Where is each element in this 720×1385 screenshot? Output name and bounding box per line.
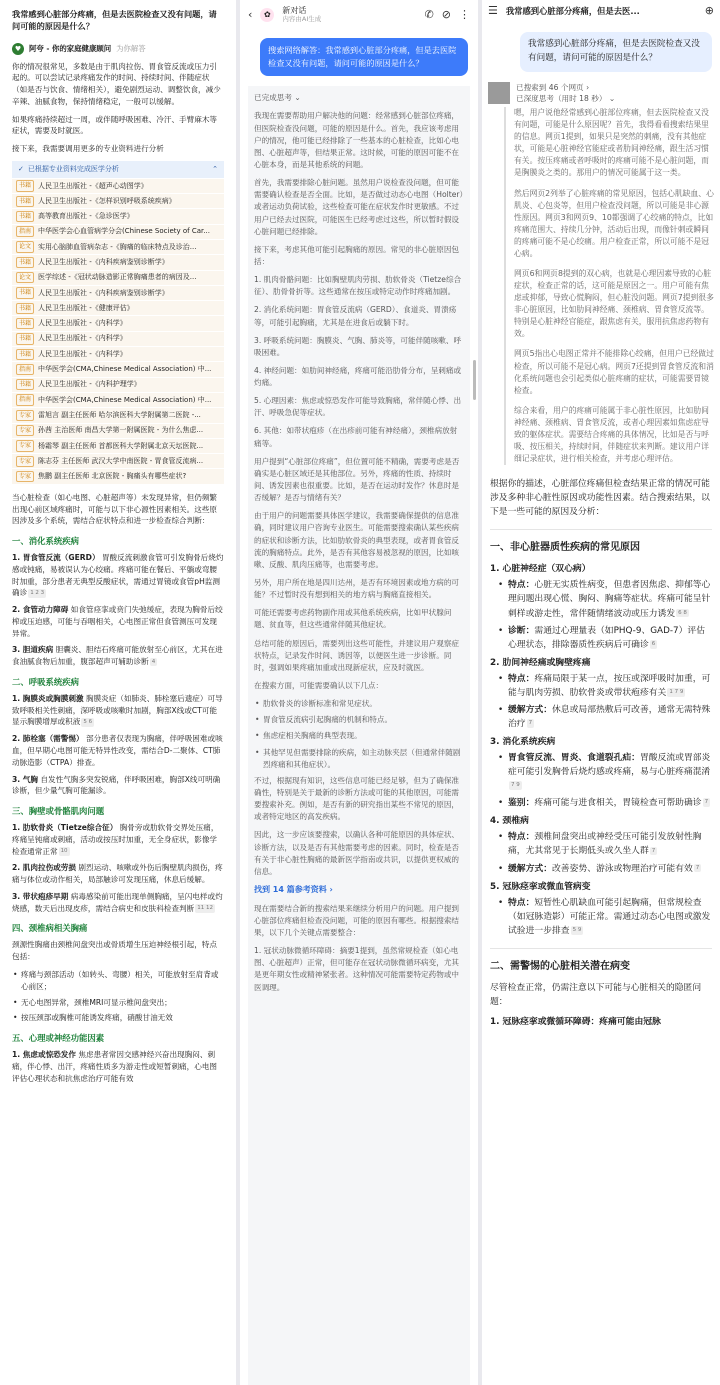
reference-text: 陈志芬 主任医师 武汉大学中南医院 - 胃食管反流病... <box>38 456 204 465</box>
thinking-bullet: • 肋软骨炎的诊断标准和常见症状。 <box>254 698 464 710</box>
bot-header <box>0 39 236 59</box>
section-item <box>12 644 224 668</box>
scrollbar-thumb[interactable] <box>473 360 476 400</box>
item-text: 自发性气胸多突发锐痛，伴呼吸困难，胸部X线可明确诊断，但少量气胸可能漏诊。 <box>12 774 221 796</box>
cervical-bullet: • 按压颈部或胸椎可能诱发疼痛，硝酸甘油无效 <box>12 1012 224 1024</box>
reference-tag: 专家 <box>16 440 34 451</box>
thinking-para: 嗯，用户说他经常感到心脏部位疼痛，但去医院检查又没有问题，可能是什么原因呢？首先，我得看看搜索结果里的信息。网页1提到，如果只是突然的刺痛，没有其他症状，可能是心脏神经官能症或者肋间神经痛，跟生活习惯有关。按压疼痛或者呼吸时的疼痛可能不是心脏问题，而是胸膜炎之类的。那用户的情况可能属于这一类。 <box>514 108 709 178</box>
detail-label: 特点： <box>508 897 535 908</box>
section-item <box>12 862 224 886</box>
answer-heading-2-intro: 尽管检查正常，仍需注意以下可能与心脏相关的隐匿问题： <box>490 982 702 1007</box>
assistant-avatar-icon: ✿ <box>260 8 274 22</box>
answer-item-title: 4. 颈椎病 <box>490 816 529 827</box>
citation-badge[interactable]: 7 <box>528 720 533 727</box>
reference-tag: 论文 <box>16 272 34 283</box>
answer-detail <box>490 624 712 652</box>
reference-tag: 专家 <box>16 425 34 436</box>
panel-deepseek <box>482 0 720 1385</box>
item-title: 1. 焦虑或惊恐发作 <box>12 1050 76 1060</box>
detail-label: 缓解方式： <box>508 863 552 874</box>
citations: 4 <box>151 658 156 665</box>
section-item <box>12 774 224 798</box>
answer-detail <box>490 830 712 858</box>
item-text: 胸膜炎症（如肺炎、肺栓塞后遗症）可导致呼吸相关性刺痛，深呼吸或咳嗽时加剧，胸部X线或CT可能显示胸膜增厚或积液 <box>12 693 223 727</box>
redacted-block <box>488 82 510 104</box>
cervical-intro: 颈源性胸痛由颈椎间盘突出或骨质增生压迫神经根引起，特点包括： <box>12 940 218 962</box>
bot-name: 阿夸 - 你的家庭健康顾问 <box>29 43 112 53</box>
answer-item-title: 3. 消化系统疾病 <box>490 737 556 748</box>
citations: 5 6 <box>83 719 93 726</box>
detail-text: 疼痛可能与进食相关，胃镜检查可帮助确诊 <box>534 798 702 809</box>
bot-avatar-icon: ♥ <box>12 43 24 55</box>
thinking-para: 在搜索方面，可能需要确认以下几点： <box>254 681 384 691</box>
analysis-para: 当心脏检查（如心电图、心脏超声等）未发现异常，但仍频繁出现心前区域疼痛时，可能与以下非心源性因素相关。这些原因涉及多个系统，需结合症状特点和进一步检查综合判断： <box>12 492 218 526</box>
detail-text: 改善姿势、游泳或物理治疗可能有效 <box>552 863 693 874</box>
phone-icon[interactable]: ✆ <box>424 8 434 22</box>
reference-item[interactable] <box>12 378 224 392</box>
reference-item[interactable] <box>12 194 224 208</box>
detail-label: 特点： <box>508 832 535 843</box>
references-link[interactable] <box>254 884 464 897</box>
chat-header-3 <box>482 0 720 22</box>
reference-text: 医学综述 -《冠状动脉造影正常胸痛患者的病因及... <box>38 273 197 282</box>
citations: 1 2 3 <box>30 590 45 597</box>
reference-item[interactable] <box>12 347 224 361</box>
item-text: 胃酸反流刺激食管可引发胸骨后烧灼感或钝痛，易被误认为心绞痛。疼痛可能在餐后、平躺或弯腰时加重，部分患者无典型反酸症状，需通过胃镜或食管pH监测确诊 <box>12 553 224 598</box>
chat-title: 新对话 <box>282 6 307 16</box>
reference-tag: 书籍 <box>16 318 34 329</box>
reference-text: 实用心脑肺血管病杂志 -《胸痛的临床特点及诊治... <box>38 242 197 251</box>
citations: 10 <box>60 848 68 855</box>
reference-tag: 书籍 <box>16 303 34 314</box>
user-message: 搜索网络解答：我常感到心脏部分疼痛，但是去医院检查又没有问题，请问可能的原因是什么？ <box>260 38 468 76</box>
reference-tag: 指南 <box>16 226 34 237</box>
reference-tag: 专家 <box>16 471 34 482</box>
citation-badge[interactable]: 7 <box>704 799 709 806</box>
detail-text: 休息或局部热敷后可改善，通常无需特殊治疗 <box>508 704 711 729</box>
reference-item[interactable] <box>12 271 224 285</box>
reference-text: 人民卫生出版社 -《内科学》 <box>38 349 127 358</box>
reference-box <box>12 161 224 484</box>
answer-heading-2: 二、需警惕的心脏相关潜在病变 <box>490 960 630 972</box>
reference-item[interactable] <box>12 301 224 315</box>
item-text: 病毒感染前可能出现单侧胸痛，呈闪电样或灼烧感，数天后出现皮疹，需结合病史和皮肤科检查判断 <box>12 891 223 913</box>
answer-detail <box>490 751 712 793</box>
answer-item-title: 2. 肋间神经痛或胸壁疼痛 <box>490 657 591 668</box>
reference-text: 人民卫生出版社 -《健康评估》 <box>38 303 134 312</box>
reference-tag: 指南 <box>16 364 34 375</box>
reference-item[interactable] <box>12 316 224 330</box>
thinking-para: 首先，我需要排除心脏问题。虽然用户说检查没问题，但可能需要确认检查是否全面。比如，是否做过动态心电图（Holter）或者运动负荷试验，这些检查可能在症状发作时更敏感。不过用户已经去过医院，可能医生已经考虑过这些，所以暂时假设心脏问题已经排除。 <box>254 178 464 236</box>
answer-detail <box>490 672 712 700</box>
thought-label: 已深度思考（用时 18 秒） <box>516 94 607 104</box>
thinking-toggle[interactable] <box>254 92 464 104</box>
reference-tag: 专家 <box>16 410 34 421</box>
detail-label: 缓解方式： <box>508 704 552 715</box>
item-text: 胆囊炎、胆结石疼痛可能放射至心前区，尤其在进食油腻食物后加重，腹部超声可辅助诊断 <box>12 645 223 667</box>
reference-text: 杨霜琴 副主任医师 首都医科大学附属北京天坛医院... <box>38 441 204 450</box>
detail-label: 鉴别： <box>508 798 535 809</box>
cervical-bullet: • 疼痛与颈部活动（如转头、弯腰）相关，可能放射至肩背或心前区； <box>12 969 224 993</box>
reference-tag: 论文 <box>16 241 34 252</box>
section-item <box>12 604 224 639</box>
item-text: 部分患者仅表现为胸痛，伴呼吸困难或咳血，但早期心电图可能无特异性改变，需结合D-二聚体、CT肺动脉造影（CTPA）排查。 <box>12 734 223 767</box>
search-meta <box>482 82 720 106</box>
detail-text: 需通过心理量表（如PHQ-9、GAD-7）评估心理状态，排除器质性疾病后可确诊 <box>508 625 706 650</box>
item-title: 3. 带状疱疹早期 <box>12 891 69 901</box>
item-title: 1. 肋软骨炎（Tietze综合征） <box>12 823 118 833</box>
section-5-title: 五、心理或神经功能因素 <box>12 1033 105 1044</box>
menu-icon[interactable]: ☰ <box>488 4 498 18</box>
answer-last-line: 1. 冠脉痉挛或微循环障碍：疼痛可能由冠脉 <box>490 1016 661 1027</box>
chevron-down-icon: ⌄ <box>608 94 616 104</box>
citation-badge[interactable]: 1 7 9 <box>669 688 684 695</box>
back-icon[interactable]: ‹ <box>248 8 253 22</box>
reference-text: 雷旭言 副主任医师 哈尔滨医科大学附属第二医院 -... <box>38 410 201 419</box>
user-message-3: 我常感到心脏部分疼痛，但是去医院检查又没有问题，请问可能的原因是什么？ <box>520 32 712 72</box>
answer-heading-1: 一、非心脏器质性疾病的常见原因 <box>490 542 640 554</box>
reference-item[interactable] <box>12 209 224 223</box>
item-title: 1. 胸膜炎或胸膜刺激 <box>12 693 84 703</box>
reference-text: 人民卫生出版社 -《内科学》 <box>38 319 127 328</box>
section-title: 三、胸壁或骨骼肌肉问题 <box>12 806 105 817</box>
answer-detail <box>490 703 712 731</box>
user-question: 我常感到心脏部分疼痛，但是去医院检查又没有问题，请问可能的原因是什么？ <box>0 0 236 39</box>
reference-text: 人民卫生出版社 -《超声心动图学》 <box>38 181 148 190</box>
reference-tag: 书籍 <box>16 349 34 360</box>
thinking-list-item: 6. 其他：如带状疱疹（在出疹前可能有神经痛），颈椎病放射痛等。 <box>254 426 458 448</box>
reference-text: 中华医学会(CMA,Chinese Medical Association) 中... <box>38 395 212 404</box>
detail-label: 胃食管反流、胃炎、食道裂孔疝： <box>508 753 640 764</box>
section-item <box>12 693 224 728</box>
reference-tag: 指南 <box>16 394 34 405</box>
reference-tag: 专家 <box>16 456 34 467</box>
chat-title-3: 我常感到心脏部分疼痛，但是去医... <box>505 5 640 16</box>
thinking-para: 总结可能的原因后，需要列出这些可能性，并建议用户观察症状特点，记录发作时间、诱因等，以便医生进一步诊断。同时，强调如果疼痛加重或出现新症状，应及时就医。 <box>254 638 460 672</box>
intro-text: 你的情况很常见，多数是由于肌肉拉伤、胃食管反流或压力引起的。可以尝试记录疼痛发作的时间、持续时间、伴随症状（如是否与饮食、情绪相关），避免剧烈运动、调整饮食，减少辛辣、油腻食物，保持情绪稳定，一般可以缓解。 <box>12 61 221 106</box>
reference-item[interactable] <box>12 362 224 376</box>
thinking-para: 不过，根据现有知识，这些信息可能已经足够，但为了确保准确性，特别是关于最新的诊断方法或可能的其他原因，可能需要搜索补充。例如，是否有新的研究指出某些不常见的原因，或者特定地区的高发疾病。 <box>254 775 460 822</box>
thinking-list-item: 4. 神经问题：如肋间神经痛，疼痛可能沿肋骨分布，呈刺痛或灼痛。 <box>254 365 462 388</box>
section-item <box>12 822 224 857</box>
thinking-para: 综合来看，用户的疼痛可能属于非心脏性原因，比如肋间神经痛、颈椎病、胃食管反流，或者心理因素如焦虑症导致的躯体症状。需要结合疼痛的具体情况，比如是否与呼吸、按压相关，持续时间，伴随症状来判断。建议用户详细记录症状，进行相关检查，并考虑心理评估。 <box>514 405 709 464</box>
reference-item[interactable] <box>12 424 224 438</box>
answer-item-title: 1. 心脏神经症（双心病） <box>490 564 591 575</box>
reference-text: 人民卫生出版社 -《内科护理学》 <box>38 380 141 389</box>
thinking-para: 网页6和网页8提到的双心病，也就是心理因素导致的心脏症状，检查正常的话，这可能是原因之一。用户可能有焦虑或抑郁，导致心慌胸闷，但心脏没问题。网页7提到很多非心脏原因，比如肋间神经痛、颈椎病、胃食管反流等。特别是心脏神经官能症，跟焦虑有关，服用抗焦虑药物有效。 <box>514 268 714 339</box>
detail-label: 特点： <box>508 673 535 684</box>
chat-subtitle: 内容由AI生成 <box>282 14 322 23</box>
chat-header <box>240 0 478 30</box>
thinking-para: 现在需要结合新的搜索结果来继续分析用户的问题。用户提到心脏部位疼痛但检查没问题，可能的原因有哪些。根据搜索结果，以下几个关键点需要整合： <box>254 903 460 938</box>
thinking-bullet: • 其他罕见但需要排除的疾病，如主动脉夹层（但通常伴随剧烈疼痛和其他症状）。 <box>254 747 464 771</box>
item-text: 如食管痉挛或贲门失弛缓症，表现为胸骨后绞榨或压迫感，可能与吞咽相关，心电图正常但食管测压可发现异常。 <box>12 605 223 638</box>
citation-badge[interactable]: 6 8 <box>678 609 687 616</box>
thinking-bullet: • 胃食管反流病引起胸痛的机制和特点。 <box>254 714 464 726</box>
reference-item[interactable] <box>12 179 224 193</box>
searched-toggle[interactable] <box>516 82 615 94</box>
thinking-para: 然后网页2列举了心脏疼痛的常见原因，包括心肌缺血、心肌炎、心包炎等，但用户检查没问题，所以可能是非心源性原因。网页3和网页9、10都强调了心绞痛的特点，比如疼痛范围大、持续几分钟，活动后出现，而像针刺或瞬间的疼痛可能不是心绞痛。用户检查正常，所以可能不是冠心病。 <box>514 188 714 258</box>
answer-intro: 根据你的描述，心脏部位疼痛但检查结果正常的情况可能涉及多种非心脏性原因或功能性因素。结合搜索结果，以下是一些可能的原因及分析： <box>490 479 710 518</box>
reference-tag: 书籍 <box>16 379 34 390</box>
reference-text: 孙茜 主治医师 南昌大学第一附属医院 - 为什么焦虑... <box>38 426 204 435</box>
item-text: 剧烈运动、咳嗽或外伤后胸壁肌肉损伤，疼痛与体位或动作相关，局部触诊可发现压痛，休息后缓解。 <box>12 863 223 885</box>
thinking-list-item: 3. 呼吸系统问题：胸膜炎、气胸、肺炎等，可能伴随咳嗽、呼吸困难。 <box>254 335 462 357</box>
citation-badge[interactable]: 5 9 <box>572 926 582 933</box>
detail-label: 诊断： <box>508 625 535 636</box>
thinking-para: 可能还需要考虑药物副作用或其他系统疾病，比如甲状腺问题、贫血等，但这些通常伴随其他症状。 <box>254 608 452 630</box>
thinking-list-item: 2. 消化系统问题：胃食管反流病（GERD）、食道炎、胃溃疡等，可能引起胸痛，尤其是在进食后或躺下时。 <box>254 305 457 327</box>
answer-detail <box>490 862 712 876</box>
reference-tag: 书籍 <box>16 196 34 207</box>
item-text: 焦虑患者常因交感神经兴奋出现胸闷、刺痛，伴心悸、出汗，疼痛性质多为游走性或短暂刺痛，心电图评估心理状态和抗焦虑治疗可能有效 <box>12 1050 218 1083</box>
detail-text: 颈椎间盘突出或神经受压可能引发放射性胸痛，尤其常见于长期低头或久坐人群 <box>508 832 702 857</box>
item-title: 2. 肌肉拉伤或劳损 <box>12 863 76 873</box>
reference-text: 焦鹏 副主任医师 北京医院 - 胸痛头有哪些症状? <box>38 472 187 481</box>
thinking-list-item: 5. 心理因素：焦虑或惊恐发作可能导致胸痛，常伴随心悸、出汗、呼吸急促等症状。 <box>254 396 462 418</box>
section-title: 四、颈椎病相关胸痛 <box>12 923 88 934</box>
reference-text: 人民卫生出版社 -《内科学》 <box>38 334 127 343</box>
answer-detail <box>490 896 712 938</box>
thinking-para: 由于用户的问题需要具体医学建议，我需要确保提供的信息准确，同时建议用户咨询专业医生。可能需要搜索确认某些疾病的症状和诊断方法，比如肋软骨炎的典型表现，或者胃食管反流的胸痛特点。此外，是否有其他容易被忽视的原因，比如咳嗽、反酸、肌肉压痛等，也需要考虑。 <box>254 511 460 569</box>
section-title: 二、呼吸系统疾病 <box>12 676 79 687</box>
intro-text-3: 接下来，我需要调用更多的专业资料进行分析 <box>12 144 164 154</box>
reference-tag: 书籍 <box>16 257 34 268</box>
thinking-list-item: 1. 肌肉骨骼问题：比如胸壁肌肉劳损、肋软骨炎（Tietze综合征）、肋骨骨折等。这些通常在按压或特定动作时疼痛加剧。 <box>254 275 462 297</box>
reference-item[interactable] <box>12 255 224 269</box>
bot-subtitle: 为你解答 <box>116 43 146 53</box>
section-item <box>12 891 224 915</box>
thinking-list-item: 1. 冠状动脉微循环障碍：摘要1提到，虽然常规检查（如心电图、心脏超声）正常，但可能存在冠状动脉微循环病变，尤其是更年期女性或精神紧张者。这种情况可能需要特定药物或中医调理。 <box>254 946 460 992</box>
reference-text: 中华医学会心血管病学分会(Chinese Society of Car... <box>38 227 210 236</box>
thinking-para: 网页5指出心电图正常并不能排除心绞痛，但用户已经做过检查，所以可能不是冠心病。网页7还提到胃食管反流和消化系统问题也会引起类似心脏疼痛的症状，可能需要胃镜检查。 <box>514 349 714 395</box>
reference-item[interactable] <box>12 225 224 239</box>
section-5-item <box>12 1049 224 1084</box>
chevron-right-icon: › <box>586 82 590 92</box>
panel-health-advisor <box>0 0 236 1385</box>
reference-header-label: 已根据专业资料完成医学分析 <box>27 164 119 173</box>
cervical-bullet: • 无心电图异常，颈椎MRI可显示椎间盘突出； <box>12 997 224 1009</box>
chevron-up-icon: ⌃ <box>212 164 218 173</box>
thinking-para: 另外，用户所在地是四川达州，是否有环境因素或地方病的可能？不过暂时没有想到相关的地方病与胸痛直接相关。 <box>254 578 460 600</box>
thinking-label: 已完成思考 <box>254 93 292 103</box>
check-icon: ✓ <box>18 164 24 173</box>
detail-text: 短暂性心肌缺血可能引起胸痛，但常规检查（如冠脉造影）可能正常。需通过动态心电图或激发试验进一步排查 <box>508 897 711 936</box>
reference-tag: 书籍 <box>16 211 34 222</box>
citation-badge[interactable]: 7 <box>695 864 700 871</box>
reference-item[interactable] <box>12 454 224 468</box>
item-title: 2. 肺栓塞（需警惕） <box>12 734 84 744</box>
thinking-para: 因此，这一步应该要搜索，以确认各种可能原因的具体症状、诊断方法，以及是否有其他需要考虑的因素。同时，检查是否有关于非心脏性胸痛的最新医学指南或共识，以提供更权威的信息。 <box>254 830 460 876</box>
intro-text-2: 如果疼痛持续超过一周，或伴随呼吸困难、冷汗、手臂麻木等症状，需要及时就医。 <box>12 114 218 136</box>
thinking-para: 用户提到“心脏部位疼痛”，但位置可能不精确，需要考虑是否确实是心脏区域还是其他部位。另外，疼痛的性质、持续时间、诱发因素也很重要。比如，是否在运动时发作？休息时是否缓解？是否与情绪有关？ <box>254 456 460 503</box>
section-item <box>12 733 224 768</box>
reference-item[interactable] <box>12 286 224 300</box>
citation-badge[interactable]: 6 <box>651 640 656 647</box>
reference-text: 中华医学会(CMA,Chinese Medical Association) 中... <box>38 365 212 374</box>
reference-text: 人民卫生出版社 -《内科疾病鉴别诊断学》 <box>38 288 169 297</box>
reference-text: 高等教育出版社 -《急诊医学》 <box>38 212 134 221</box>
detail-text: 心脏无实质性病变，但患者因焦虑、抑郁等心理问题出现心慌、胸闷、胸痛等症状。疼痛可能呈针刺样或游走性，常伴随情绪波动或压力诱发 <box>508 580 711 619</box>
reference-text: 人民卫生出版社 -《怎样识别呼吸系统疾病》 <box>38 196 176 205</box>
citation-badge[interactable]: 7 9 <box>511 782 520 789</box>
thinking-panel <box>248 86 470 1385</box>
reference-item[interactable] <box>12 393 224 407</box>
chevron-down-icon: ⌄ <box>294 93 301 103</box>
chevron-right-icon: › <box>326 884 333 894</box>
item-title: 1. 胃食管反流（GERD） <box>12 553 100 563</box>
item-title: 3. 胆道疾病 <box>12 645 54 655</box>
reference-item[interactable] <box>12 408 224 422</box>
detail-text: 胃酸反流或胃部炎症可能引发胸骨后烧灼感或疼痛，易与心脏疼痛混淆 <box>508 753 711 778</box>
reference-text: 人民卫生出版社 -《内科疾病鉴别诊断学》 <box>38 258 169 266</box>
item-title: 2. 食管动力障碍 <box>12 605 69 615</box>
thinking-para: 接下来，考虑其他可能引起胸痛的原因。常见的非心脏原因包括： <box>254 244 460 266</box>
new-chat-icon[interactable]: ⊕ <box>704 4 714 18</box>
section-item <box>12 552 224 599</box>
thinking-text <box>504 107 714 465</box>
answer-detail <box>490 578 712 620</box>
item-text: 胸骨旁或肋软骨交界处压痛，疼痛呈钝痛或刺痛，活动或按压时加重，无全身症状，影像学检查通常正常 <box>12 823 219 856</box>
reference-tag: 书籍 <box>16 287 34 298</box>
section-title: 一、消化系统疾病 <box>12 536 79 547</box>
reference-item[interactable] <box>12 332 224 346</box>
citation-badge[interactable]: 7 <box>651 847 656 854</box>
mute-icon[interactable]: ⊘ <box>441 8 451 22</box>
searched-label: 已搜索到 46 个网页 <box>516 82 584 92</box>
detail-text: 疼痛局限于某一点，按压或深呼吸时加重，可能与肌肉劳损、肋软骨炎或带状疱疹有关 <box>508 673 711 698</box>
thought-toggle[interactable] <box>516 93 615 105</box>
thinking-bullet: • 焦虑症相关胸痛的典型表现。 <box>254 730 464 742</box>
detail-label: 特点： <box>508 580 535 591</box>
thinking-para: 我现在需要帮助用户解决他的问题：经常感到心脏部位疼痛，但医院检查没问题，可能的原因是什么。首先，我应该考虑用户的情况，他可能已经排除了一些基本的心脏检查，比如心电图、心脏超声等，但结果正常。这时候，可能的原因可能不在心脏本身，而是其他系统的问题。 <box>254 111 460 169</box>
reference-tag: 书籍 <box>16 180 34 191</box>
reference-item[interactable] <box>12 439 224 453</box>
more-icon[interactable]: ⋮ <box>459 8 470 22</box>
answer-item-title: 5. 冠脉痉挛或微血管病变 <box>490 881 591 892</box>
citations: 11 12 <box>197 905 213 912</box>
references-link-label: 找到 14 篇参考资料 <box>254 884 327 894</box>
reference-item[interactable] <box>12 469 224 483</box>
reference-header[interactable] <box>12 161 224 178</box>
answer-detail <box>490 796 712 810</box>
reference-tag: 书籍 <box>16 333 34 344</box>
reference-item[interactable] <box>12 240 224 254</box>
panel-chat-search <box>240 0 478 1385</box>
chat-title-block <box>282 7 321 23</box>
item-title: 3. 气胸 <box>12 774 38 784</box>
answer <box>482 473 720 1039</box>
